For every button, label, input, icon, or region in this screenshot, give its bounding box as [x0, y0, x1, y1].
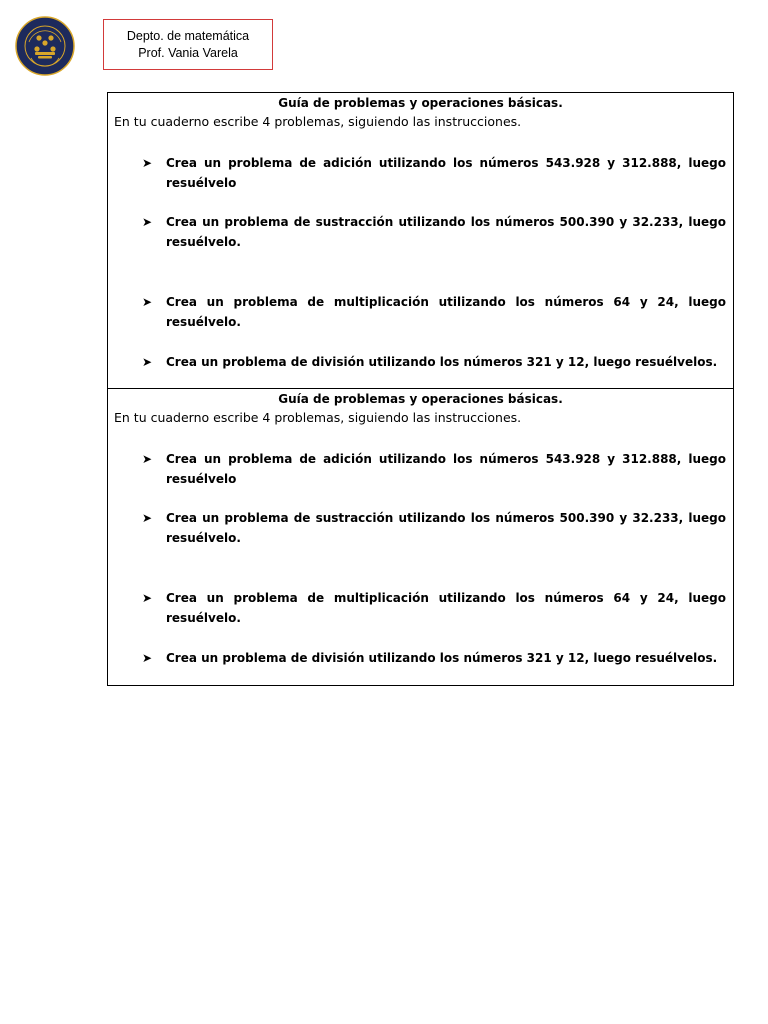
- guide-title: Guía de problemas y operaciones básicas.: [278, 96, 563, 110]
- guide-title: Guía de problemas y operaciones básicas.: [278, 392, 563, 406]
- guide-section-2: [107, 388, 734, 686]
- school-crest-icon: [15, 16, 75, 76]
- guide-intro: En tu cuaderno escribe 4 problemas, siguiendo las instrucciones.: [114, 410, 522, 425]
- guide-section-1: [107, 92, 734, 389]
- list-item: ➤ Crea un problema de multiplicación utilizando los números 64 y 24, luego resuélvelo.: [166, 292, 726, 332]
- list-item: ➤ Crea un problema de adición utilizando los números 543.928 y 312.888, luego resuélvelo: [166, 153, 726, 193]
- list-item: ➤ Crea un problema de sustracción utilizando los números 500.390 y 32.233, luego resuélvelo.: [166, 508, 726, 548]
- list-item: ➤ Crea un problema de división utilizando los números 321 y 12, luego resuélvelos.: [166, 648, 726, 668]
- arrow-bullet-icon: ➤: [142, 452, 153, 466]
- list-item: ➤ Crea un problema de multiplicación utilizando los números 64 y 24, luego resuélvelo.: [166, 588, 726, 628]
- arrow-bullet-icon: ➤: [142, 215, 153, 229]
- arrow-bullet-icon: ➤: [142, 156, 153, 170]
- header-box: [103, 19, 273, 70]
- arrow-bullet-icon: ➤: [142, 355, 153, 369]
- arrow-bullet-icon: ➤: [142, 295, 153, 309]
- arrow-bullet-icon: ➤: [142, 511, 153, 525]
- arrow-bullet-icon: ➤: [142, 651, 153, 665]
- department-label: Depto. de matemática: [126, 28, 250, 43]
- guide-intro: En tu cuaderno escribe 4 problemas, siguiendo las instrucciones.: [114, 114, 522, 129]
- list-item: ➤ Crea un problema de adición utilizando los números 543.928 y 312.888, luego resuélvelo: [166, 449, 726, 489]
- teacher-label: Prof. Vania Varela: [138, 45, 238, 60]
- list-item: ➤ Crea un problema de división utilizando los números 321 y 12, luego resuélvelos.: [166, 352, 726, 372]
- arrow-bullet-icon: ➤: [142, 591, 153, 605]
- list-item: ➤ Crea un problema de sustracción utilizando los números 500.390 y 32.233, luego resuélvelo.: [166, 212, 726, 252]
